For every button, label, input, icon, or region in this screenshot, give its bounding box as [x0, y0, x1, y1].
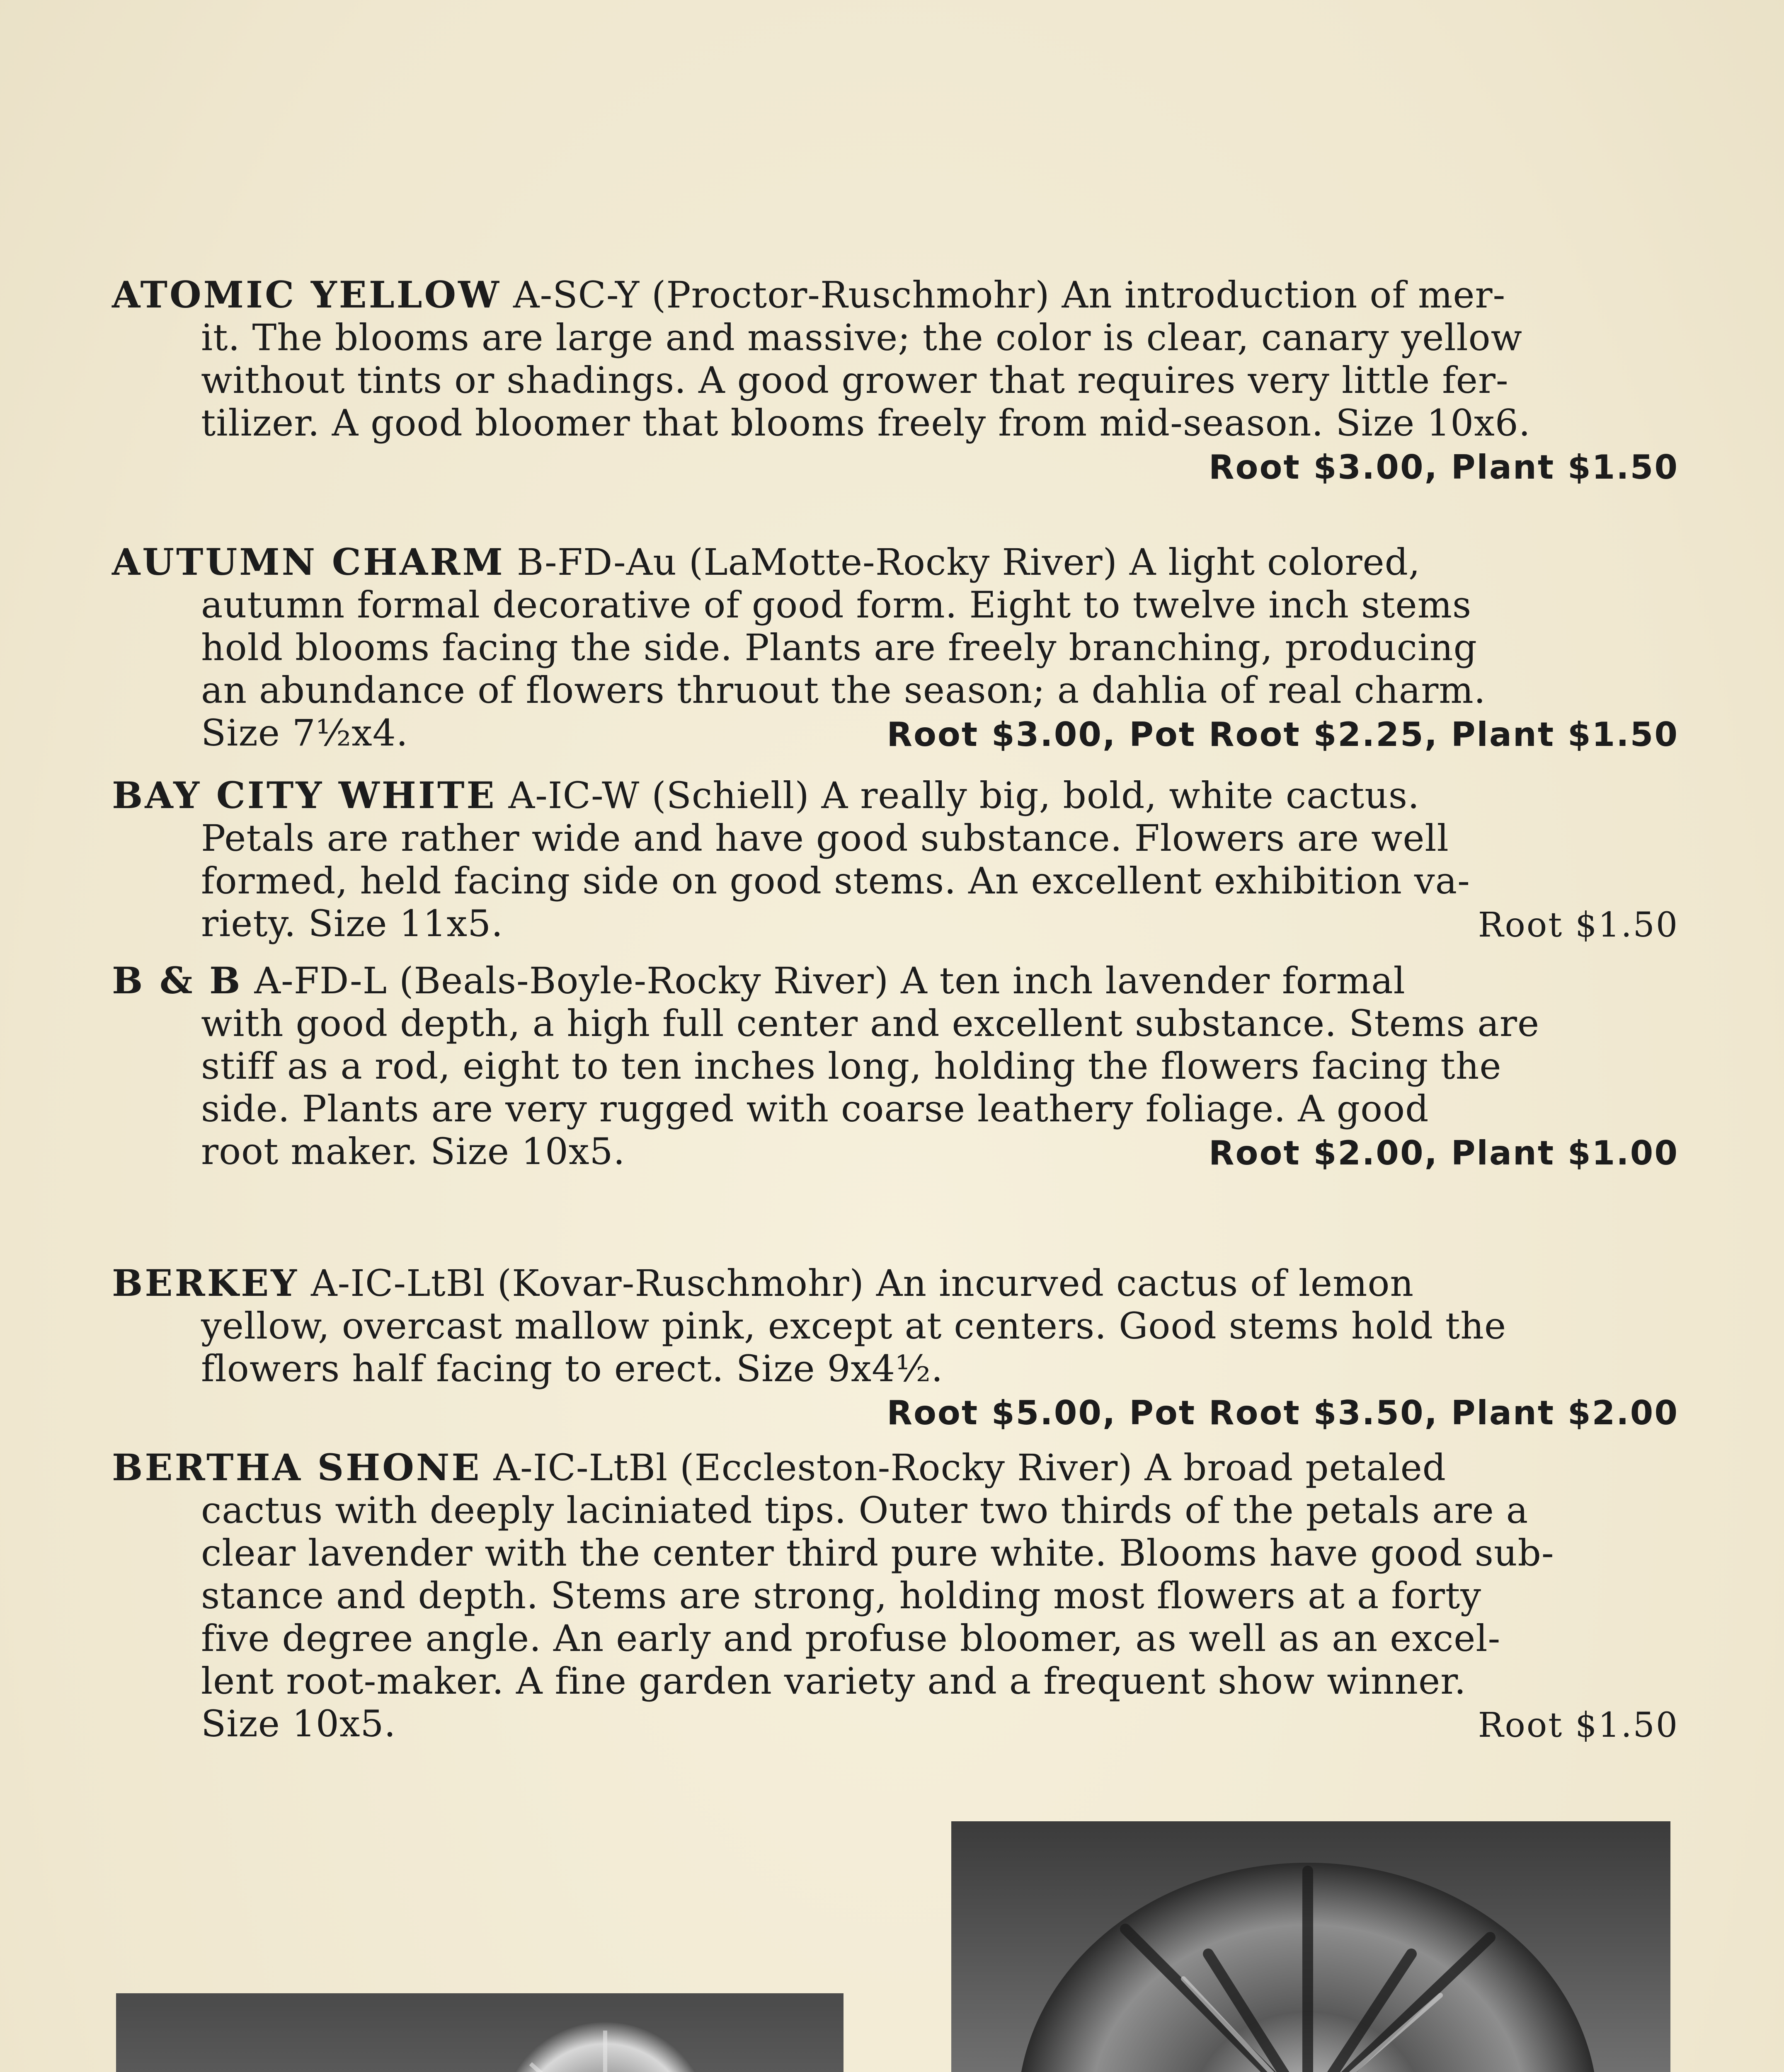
price: Root $2.00, Plant $1.00 — [1208, 1134, 1679, 1172]
size: Size 7½x4. — [201, 712, 408, 754]
price: Root $1.50 — [1478, 1706, 1679, 1745]
entry-text: lent root-maker. A fine garden variety and a frequent show winner. — [201, 1660, 1466, 1702]
entry-text: A-IC-LtBl (Eccleston-Rocky River) A broad petaled — [493, 1446, 1446, 1489]
entry-text: A-IC-LtBl (Kovar-Ruschmohr) An incurved cactus of lemon — [310, 1262, 1414, 1305]
entry-text: A-FD-L (Beals-Boyle-Rocky River) A ten inch lavender formal — [254, 959, 1406, 1002]
variety-name: AUTUMN CHARM — [112, 540, 505, 583]
price: Root $3.00, Pot Root $2.25, Plant $1.50 — [887, 715, 1679, 754]
variety-name: B & B — [112, 959, 242, 1002]
entry-text: an abundance of flowers thruout the season; a dahlia of real charm. — [201, 669, 1486, 712]
entry-text: clear lavender with the center third pure white. Blooms have good sub- — [201, 1532, 1554, 1574]
size: Size 10x5. — [201, 1702, 396, 1745]
entry-text: stance and depth. Stems are strong, holding most flowers at a forty — [201, 1574, 1481, 1617]
size: root maker. Size 10x5. — [201, 1130, 625, 1173]
bertha-shone-photo — [951, 1821, 1670, 2072]
entry-text: five degree angle. An early and profuse bloomer, as well as an excel- — [201, 1617, 1501, 1660]
entry-text: with good depth, a high full center and excellent substance. Stems are — [201, 1002, 1540, 1045]
entry-text: autumn formal decorative of good form. Eight to twelve inch stems — [201, 583, 1472, 626]
entry-text: it. The blooms are large and massive; the color is clear, canary yellow — [201, 316, 1522, 359]
variety-name: BERTHA SHONE — [112, 1446, 482, 1489]
entry-text: formed, held facing side on good stems. An excellent exhibition va- — [201, 859, 1470, 902]
entry-text: stiff as a rod, eight to ten inches long, holding the flowers facing the — [201, 1045, 1502, 1087]
size: riety. Size 11x5. — [201, 902, 504, 945]
entry-text: cactus with deeply laciniated tips. Outer two thirds of the petals are a — [201, 1489, 1529, 1532]
price: Root $3.00, Plant $1.50 — [1208, 448, 1679, 487]
variety-name: BERKEY — [112, 1261, 299, 1305]
catalog-entry — [112, 274, 1679, 487]
entry-text: side. Plants are very rugged with coarse leathery foliage. A good — [201, 1087, 1429, 1130]
catalog-entry — [112, 959, 1679, 1173]
variety-name: BAY CITY WHITE — [112, 774, 497, 817]
variety-name: ATOMIC YELLOW — [112, 273, 501, 316]
catalog-entry — [112, 1446, 1679, 1745]
catalog-entry — [112, 1262, 1679, 1433]
entry-text: B-FD-Au (LaMotte-Rocky River) A light colored, — [516, 541, 1420, 583]
entry-text: A-SC-Y (Proctor-Ruschmohr) An introduction of mer- — [513, 274, 1506, 316]
entry-text: yellow, overcast mallow pink, except at centers. Good stems hold the — [201, 1305, 1507, 1347]
entry-text: tilizer. A good bloomer that blooms freely from mid-season. Size 10x6. — [201, 402, 1531, 444]
entry-text: flowers half facing to erect. Size 9x4½. — [201, 1347, 943, 1390]
entry-text: hold blooms facing the side. Plants are freely branching, producing — [201, 626, 1477, 669]
price: Root $1.50 — [1478, 905, 1679, 945]
price: Root $5.00, Pot Root $3.50, Plant $2.00 — [887, 1394, 1679, 1432]
catalog-entry — [112, 541, 1679, 754]
entry-text: without tints or shadings. A good grower that requires very little fer- — [201, 359, 1509, 402]
entry-text: Petals are rather wide and have good substance. Flowers are well — [201, 817, 1449, 859]
catalog-entry — [112, 774, 1679, 945]
entry-text: A-IC-W (Schiell) A really big, bold, white cactus. — [508, 774, 1420, 817]
autumn-charm-photo — [116, 1993, 844, 2072]
